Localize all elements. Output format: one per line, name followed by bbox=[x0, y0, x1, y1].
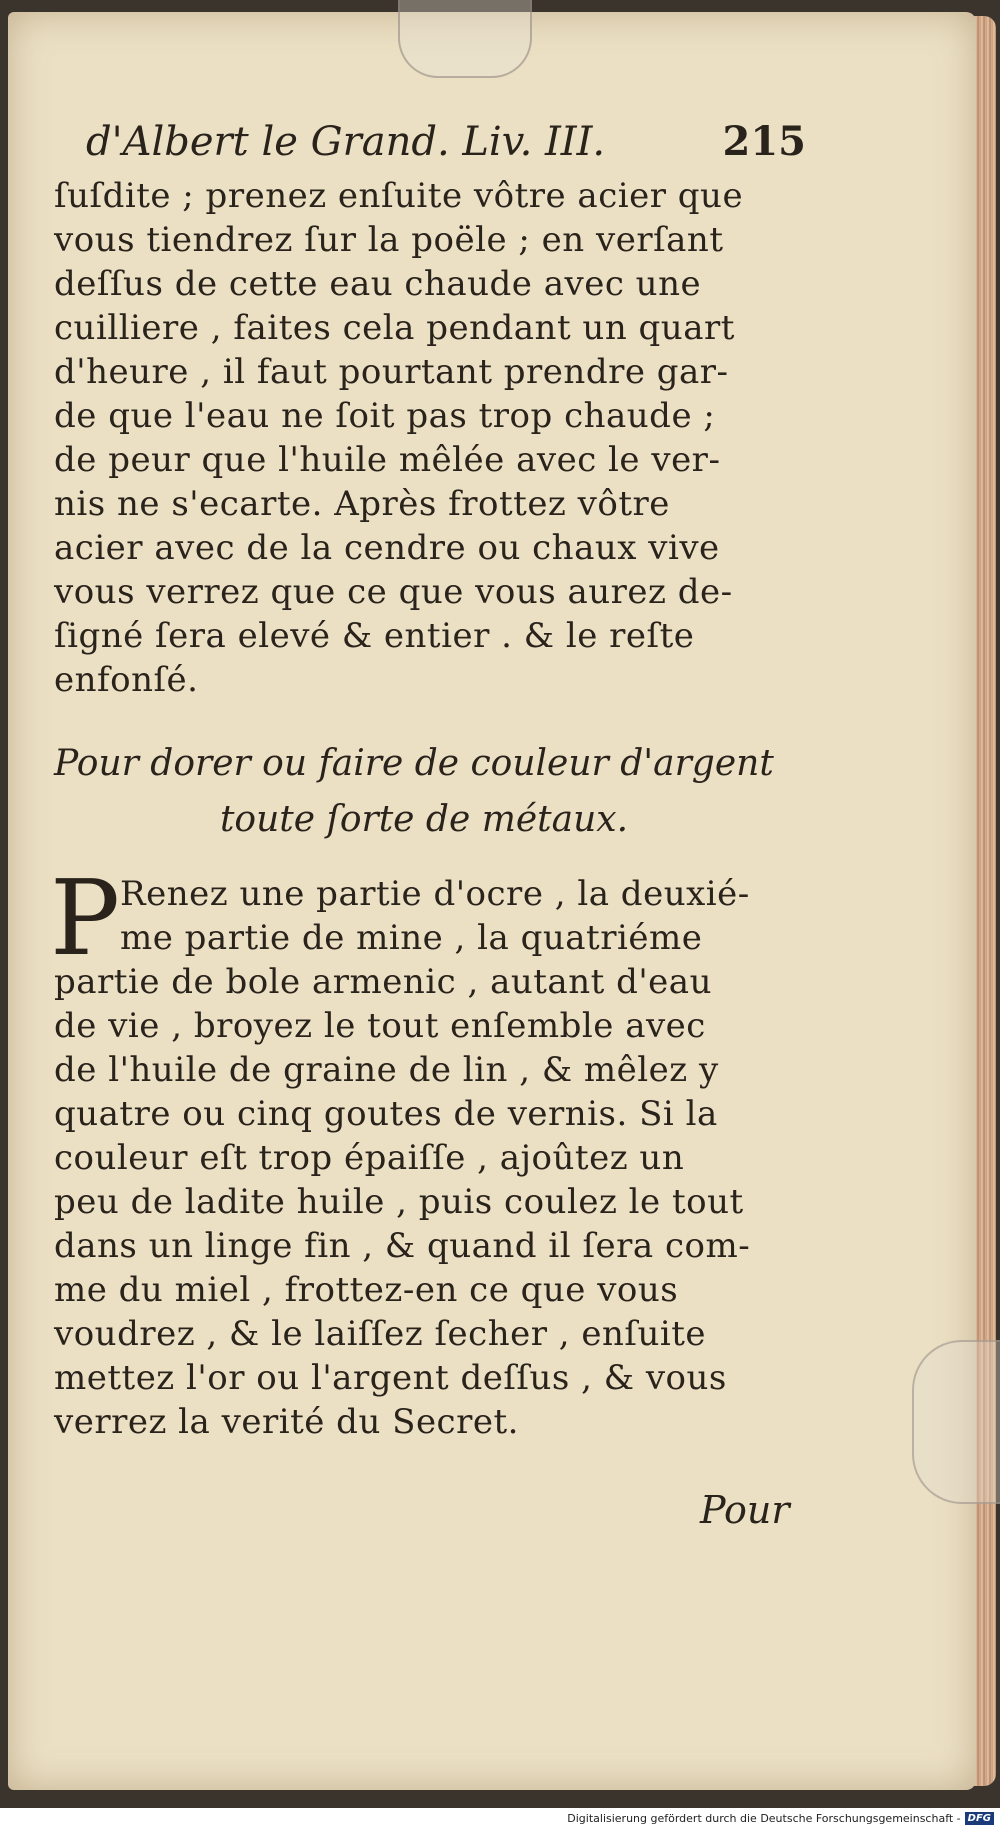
section-heading-line: Pour dorer ou faire de couleur d'argent bbox=[54, 743, 774, 784]
dfg-logo: DFG bbox=[965, 1812, 994, 1825]
running-head-title: d'Albert le Grand. Liv. III. bbox=[86, 119, 606, 165]
page-clip-top bbox=[398, 0, 532, 78]
text-line: me partie de mine , la quatriéme bbox=[120, 918, 703, 958]
text-line: de peur que l'huile mêlée avec le ver- bbox=[54, 440, 721, 480]
text-line: nis ne s'ecarte. Après frottez vôtre bbox=[54, 484, 670, 524]
text-line: de vie , broyez le tout enſemble avec bbox=[54, 1006, 706, 1046]
text-line: partie de bole armenic , autant d'eau bbox=[54, 962, 712, 1002]
text-line: peu de ladite huile , puis coulez le tout bbox=[54, 1182, 744, 1222]
text-line: d'heure , il faut pourtant prendre gar- bbox=[54, 352, 729, 392]
text-line: couleur eſt trop épaiſſe , ajoûtez un bbox=[54, 1138, 685, 1178]
text-line: de que l'eau ne ſoit pas trop chaude ; bbox=[54, 396, 716, 436]
text-line: ſigné ſera elevé & entier . & le reſte bbox=[54, 616, 695, 656]
text-line: verrez la verité du Secret. bbox=[54, 1402, 519, 1442]
text-line: vous tiendrez ſur la poële ; en verſant bbox=[54, 220, 724, 260]
catchword: Pour bbox=[700, 1488, 790, 1532]
running-head bbox=[86, 118, 806, 172]
page-number: 215 bbox=[722, 118, 806, 165]
text-line: mettez l'or ou l'argent deſſus , & vous bbox=[54, 1358, 727, 1398]
text-line: dans un linge fin , & quand il ſera com- bbox=[54, 1226, 751, 1266]
text-line: acier avec de la cendre ou chaux vive bbox=[54, 528, 720, 568]
text-line: Renez une partie d'ocre , la deuxié- bbox=[120, 874, 750, 914]
digitization-credit bbox=[0, 1808, 1000, 1828]
credit-text: Digitalisierung gefördert durch die Deutsche Forschungsgemeinschaft - bbox=[567, 1811, 961, 1825]
section-heading-line: toute ſorte de métaux. bbox=[219, 799, 629, 840]
text-line: cuilliere , faites cela pendant un quart bbox=[54, 308, 735, 348]
drop-cap: P bbox=[50, 857, 120, 979]
text-line: me du miel , frottez-en ce que vous bbox=[54, 1270, 679, 1310]
text-line: enfonſé. bbox=[54, 660, 199, 700]
text-line: deſſus de cette eau chaude avec une bbox=[54, 264, 702, 304]
text-line: vous verrez que ce que vous aurez de- bbox=[54, 572, 733, 612]
text-line: de l'huile de graine de lin , & mêlez y bbox=[54, 1050, 719, 1090]
text-line: ſuſdite ; prenez enſuite vôtre acier que bbox=[54, 176, 744, 216]
text-line: quatre ou cinq goutes de vernis. Si la bbox=[54, 1094, 718, 1134]
text-line: voudrez , & le laiſſez ſecher , enſuite bbox=[54, 1314, 707, 1354]
page-clip-right bbox=[912, 1340, 1000, 1504]
